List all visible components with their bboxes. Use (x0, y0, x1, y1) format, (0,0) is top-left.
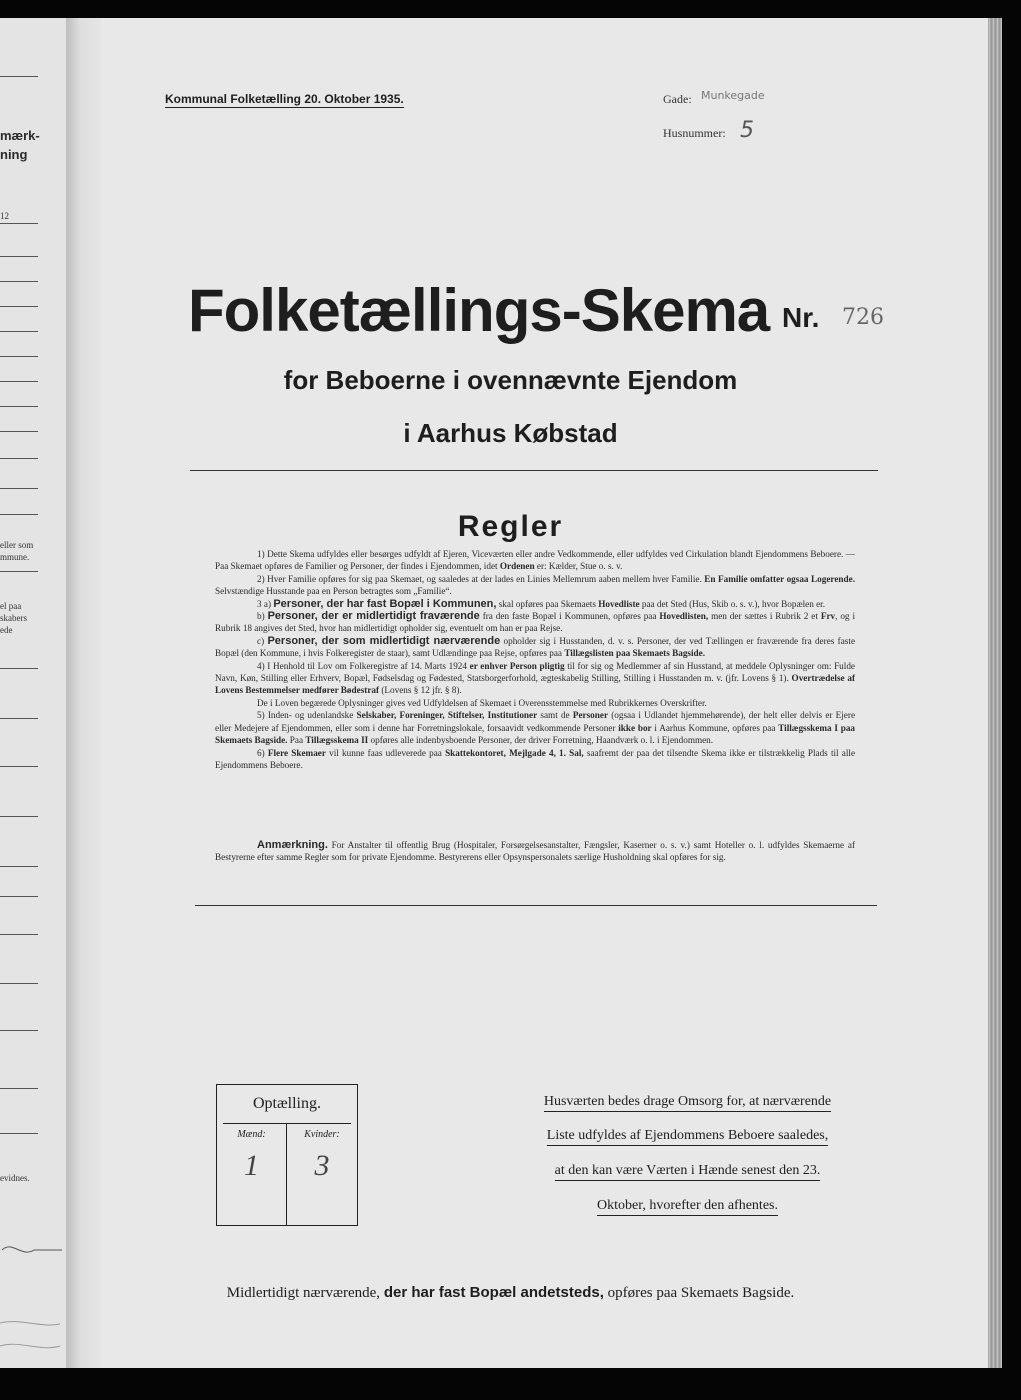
ruled-line (0, 281, 38, 282)
ruled-line (0, 766, 38, 767)
divider (195, 905, 877, 906)
ruled-line (0, 488, 38, 489)
form-title: Folketællings-Skema (188, 277, 770, 344)
left-page-label: el paa (0, 601, 22, 611)
divider (190, 470, 878, 471)
landlord-notice-line: at den kan være Værten i Hænde senest den 23. (515, 1163, 860, 1179)
ruled-line (0, 896, 38, 897)
ruled-line (0, 668, 38, 669)
ruled-line (0, 983, 38, 984)
page-edges (988, 18, 1002, 1368)
ruled-line (0, 1030, 38, 1031)
ruled-line (0, 934, 38, 935)
count-box (216, 1084, 358, 1226)
women-label: Kvinder: (304, 1129, 340, 1140)
form-number-value: 726 (842, 305, 884, 330)
left-page-label: mmune. (0, 552, 30, 562)
count-box-title: Optælling. (252, 1095, 321, 1112)
ruled-line (0, 718, 38, 719)
previous-page (0, 18, 66, 1368)
left-page-label: ning (0, 147, 28, 162)
street-label: Gade: (663, 92, 692, 106)
house-number-label: Husnummer: (663, 126, 726, 140)
ruled-line (0, 571, 38, 572)
footer-note: Midlertidigt nærværende, der har fast Bopæl andetsteds, opføres paa Skemaets Bagside. (226, 1284, 795, 1301)
landlord-notice-line: Liste udfyldes af Ejendommens Beboere saaledes, (515, 1128, 860, 1144)
left-page-label: 12 (0, 211, 9, 221)
form-subtitle: for Beboerne i ovennævnte Ejendom (283, 365, 738, 395)
count-box-divider (223, 1123, 351, 1124)
rules-text: 1) Dette Skema udfyldes eller besørges udfyldt af Ejeren, Viceværten eller andre Vedkommende, eller udfyldes ved Cirkulation blandt Ejendommens Beboere. — Paa Skemaet opføres de Familier og Personer, der findes i Ejendommen, idet Ordenen er: Kælder, Stue o. s. v. 2) Hver Familie opføres for sig paa Skemaet, og saaledes at der lades en Linies Mellemrum aaben mellem hver Familie. En Familie omfatter ogsaa Logerende. Selvstændige Husstande paa en Person betragtes som „Familie“. 3 a) Personer, der har fast Bopæl i Kommunen, skal opføres paa Skemaets Hovedliste paa det Sted (Hus, Skib o. s. v.), hvor Bopælen er. b) Personer, der er midlertidigt fraværende fra den faste Bopæl i Kommunen, opføres paa Hovedlisten, men der sættes i Rubrik 2 et Frv, og i Rubrik 18 angives det Sted, hvor han midlertidigt opholder sig, eventuelt om han er paa Rejse. c) Personer, der som midlertidigt nærværende opholder sig i Husstanden, d. v. s. Personer, der ved Tællingen er fraværende fra deres faste Bopæl (den Kommune, i hvis Folkeregister de staar), samt Udlændinge paa Rejse, opføres paa Tillægslisten paa Skemaets Bagside. 4) I Henhold til Lov om Folkeregistre af 14. Marts 1924 er enhver Person pligtig til for sig og Medlemmer af sin Husstand, at meddele Oplysninger om: Fulde Navn, Køn, Stilling eller Erhverv, Bopæl, Fødselsdag og Fødested, Statsborgerforhold, ægteskabelig Stilling, Stilling i Husstanden m. v. (jfr. Lovens § 1). Overtrædelse af Lovens Bestemmelser medfører Bødestraf (Lovens § 12 jfr. § 8). De i Loven begærede Oplysninger gives ved Udfyldelsen af Skemaet i Overensstemmelse med Rubrikkernes Overskrifter. 5) Inden- og udenlandske Selskaber, Foreninger, Stiftelser, Institutioner samt de Personer (ogsaa i Udlandet hjemmehørende), der helt eller delvis er Ejere eller Medejere af Ejendommen, eller som i denne har Forretningslokale, forsaavidt vedkommende Personer ikke bor i Aarhus Kommune, opføres paa Tillægsskema I paa Skemaets Bagside. Paa Tillægsskema II opføres alle indenbysboende Personer, der driver Forretning, Haandværk o. l. i Ejendommen. 6) Flere Skemaer vil kunne faas udleverede paa Skattekontoret, Mejlgade 4, 1. Sal, saafremt der paa det tilsendte Skema ikke er tilstrækkelig Plads til alle Ejendommens Beboere. (215, 549, 856, 770)
left-page-label: mærk- (0, 128, 40, 143)
men-count: 1 (244, 1149, 259, 1182)
landlord-notice-line: Oktober, hvorefter den afhentes. (515, 1198, 860, 1214)
census-date-header: Kommunal Folketælling 20. Oktober 1935. (165, 92, 404, 106)
remark-text: For Anstalter til offentlig Brug (Hospitaler, Forsørgelsesanstalter, Fængsler, Kaserner o. s. v.) samt Hoteller o. l. udfyldes Skemaerne af Bestyrerne efter samme Regler som for private Ejendomme. Bestyrerens eller Opsynspersonalets særlige Husholdning skal opføres for sig. (215, 840, 856, 863)
ruled-line (0, 1088, 38, 1089)
ruled-line (0, 816, 38, 817)
ruled-line (0, 76, 38, 77)
house-number-value: 5 (740, 118, 754, 143)
left-page-label: eller som (0, 540, 34, 550)
left-page-label: skabers (0, 613, 27, 623)
rules-heading: Regler (457, 510, 564, 543)
remark-label: Anmærkning. (257, 839, 328, 851)
ruled-line (0, 406, 38, 407)
ruled-line (0, 1133, 38, 1134)
ruled-line (0, 223, 38, 224)
ruled-line (0, 331, 38, 332)
women-count: 3 (314, 1149, 330, 1182)
ruled-line (0, 256, 38, 257)
left-page-label: evidnes. (0, 1173, 30, 1183)
ruled-line (0, 356, 38, 357)
form-number-label: Nr. (782, 302, 820, 333)
remark-section (215, 839, 855, 864)
form-subtitle-city: i Aarhus Købstad (403, 418, 618, 448)
street-value: Munkegade (701, 89, 765, 102)
ruled-line (0, 306, 38, 307)
ruled-line (0, 458, 38, 459)
left-page-label: ede (0, 625, 13, 635)
ruled-line (0, 866, 38, 867)
landlord-notice-line: Husværten bedes drage Omsorg for, at nærværende (515, 1094, 860, 1110)
book-fold-shadow (66, 18, 102, 1368)
men-label: Mænd: (237, 1129, 266, 1140)
